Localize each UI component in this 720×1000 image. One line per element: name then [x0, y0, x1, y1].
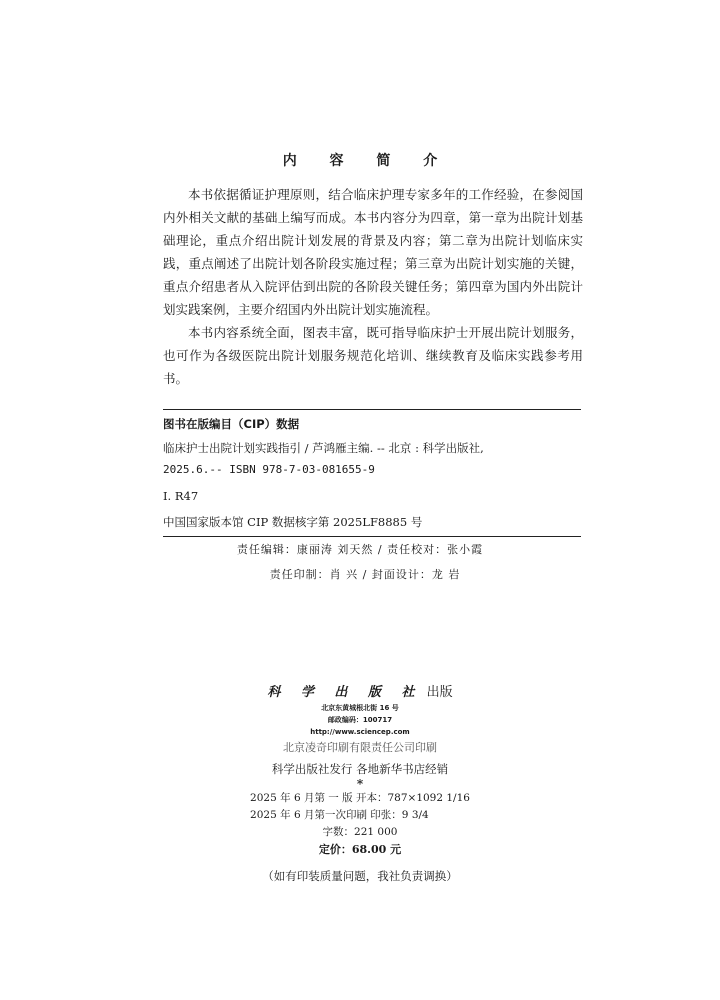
cip-record	[163, 438, 581, 480]
print-line: 2025 年 6 月第一次印刷 印张：9 3/4	[250, 809, 429, 821]
word-count: 字数：221 000	[322, 826, 398, 838]
publisher-postcode: 邮政编码：100717	[327, 716, 393, 724]
separator-star: *	[356, 777, 364, 791]
cip-record-line-2: 2025.6.-- ISBN 978-7-03-081655-9	[163, 463, 375, 476]
edition-line: 2025 年 6 月第 一 版 开本：787×1092 1/16	[250, 792, 470, 804]
publisher-name-line	[0, 684, 720, 702]
intro-section	[163, 183, 583, 390]
staff-line-editors: 责任编辑：康丽涛 刘天然 / 责任校对：张小霞	[236, 543, 484, 556]
cip-number: 中国国家版本馆 CIP 数据核字第 2025LF8885 号	[163, 515, 423, 529]
cip-record-line-1: 临床护士出院计划实践指引 / 芦鸿雁主编. -- 北京 : 科学出版社,	[163, 441, 484, 455]
quality-notice: （如有印装质量问题，我社负责调换）	[262, 869, 458, 883]
publisher-website: http://www.sciencep.com	[310, 728, 410, 736]
distribution-line: 科学出版社发行 各地新华书店经销	[271, 762, 449, 776]
edition-info	[250, 790, 470, 824]
cip-bottom-rule	[163, 536, 581, 537]
cip-classification: Ⅰ. R47	[163, 489, 199, 503]
cip-block	[163, 409, 581, 537]
page-title: 内 容 简 介	[282, 153, 452, 169]
price: 定价：68.00 元	[318, 843, 402, 856]
intro-paragraph-2: 本书内容系统全面，图表丰富，既可指导临床护士开展出院计划服务，也可作为各级医院出院计划服务规范化培训、继续教育及临床实践参考用书。	[163, 325, 583, 386]
publisher-name-suffix: 出版	[426, 685, 453, 700]
intro-paragraph-1: 本书依据循证护理原则，结合临床护理专家多年的工作经验，在参阅国内外相关文献的基础上编写而成。本书内容分为四章，第一章为出院计划基础理论，重点介绍出院计划发展的背景及内容；第二章为出院计划临床实践，重点阐述了出院计划各阶段实施过程；第三章为出院计划实施的关键，重点介绍患者从入院评估到出院的各阶段关键任务；第四章为国内外出院计划实践案例，主要介绍国内外出院计划实施流程。	[163, 187, 583, 317]
publisher-address: 北京东黄城根北街 16 号	[321, 704, 399, 712]
cip-heading: 图书在版编目（CIP）数据	[163, 417, 300, 431]
cip-top-rule	[163, 409, 581, 410]
printer-line: 北京凌奇印刷有限责任公司印刷	[283, 741, 437, 754]
publisher-block	[0, 684, 720, 885]
staff-line-production: 责任印制：肖 兴 / 封面设计：龙 岩	[269, 568, 461, 581]
publisher-name: 科 学 出 版 社	[267, 685, 423, 700]
